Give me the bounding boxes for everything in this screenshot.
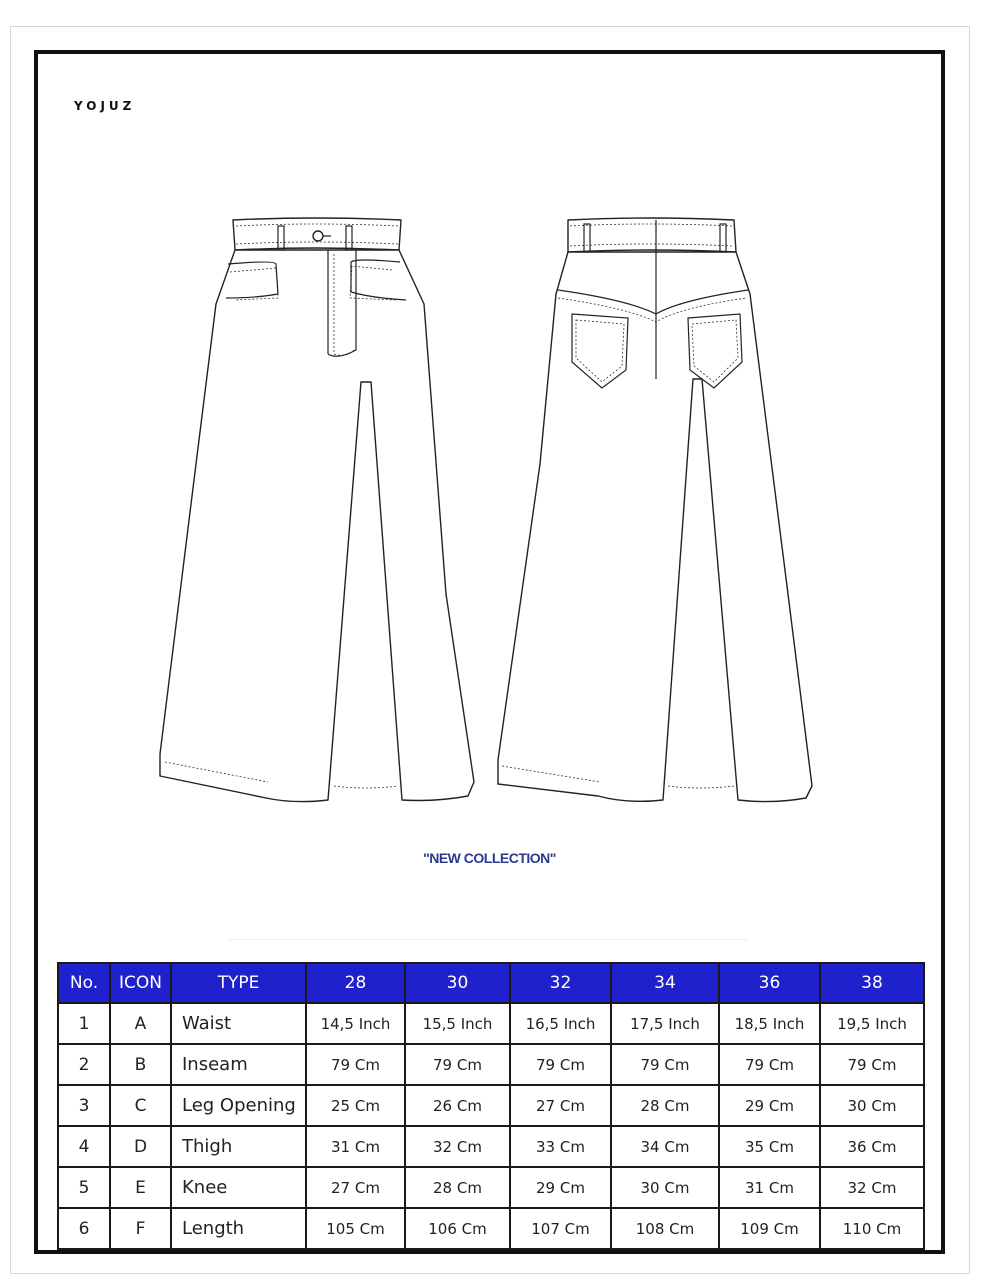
table-row [58,1126,924,1167]
size-value: 109 Cm [719,1208,820,1249]
brand-logo: YOJUZ [74,99,136,113]
table-row [58,1044,924,1085]
table-header-row [58,963,924,1003]
size-value: 33 Cm [510,1126,611,1167]
table-row [58,1003,924,1044]
size-value: 32 Cm [405,1126,510,1167]
size-value: 28 Cm [611,1085,719,1126]
header-cell: ICON [110,963,171,1003]
size-value: 30 Cm [820,1085,924,1126]
size-chart-sheet [34,50,945,1254]
table-row [58,1167,924,1208]
size-value: 28 Cm [405,1167,510,1208]
size-value: 19,5 Inch [820,1003,924,1044]
header-cell: 36 [719,963,820,1003]
size-value: 25 Cm [306,1085,405,1126]
collection-caption: "NEW COLLECTION" [423,850,556,866]
row-icon: F [110,1208,171,1249]
size-value: 30 Cm [611,1167,719,1208]
row-type: Length [171,1208,306,1249]
size-value: 36 Cm [820,1126,924,1167]
size-value: 106 Cm [405,1208,510,1249]
header-cell: 38 [820,963,924,1003]
size-value: 79 Cm [405,1044,510,1085]
row-number: 6 [58,1208,110,1249]
size-value: 15,5 Inch [405,1003,510,1044]
table-row [58,1208,924,1249]
header-cell: 30 [405,963,510,1003]
size-value: 79 Cm [820,1044,924,1085]
size-value: 27 Cm [510,1085,611,1126]
size-value: 79 Cm [611,1044,719,1085]
jeans-front-sketch [156,214,486,814]
header-cell: 32 [510,963,611,1003]
row-type: Inseam [171,1044,306,1085]
row-number: 1 [58,1003,110,1044]
size-value: 17,5 Inch [611,1003,719,1044]
row-number: 5 [58,1167,110,1208]
row-number: 2 [58,1044,110,1085]
size-value: 34 Cm [611,1126,719,1167]
table-row [58,1085,924,1126]
row-number: 4 [58,1126,110,1167]
size-value: 35 Cm [719,1126,820,1167]
size-value: 107 Cm [510,1208,611,1249]
size-value: 18,5 Inch [719,1003,820,1044]
size-value: 29 Cm [719,1085,820,1126]
row-type: Waist [171,1003,306,1044]
header-cell: TYPE [171,963,306,1003]
row-icon: D [110,1126,171,1167]
jeans-back-sketch [488,214,828,814]
size-value: 29 Cm [510,1167,611,1208]
header-cell: No. [58,963,110,1003]
row-type: Thigh [171,1126,306,1167]
header-cell: 34 [611,963,719,1003]
header-cell: 28 [306,963,405,1003]
row-icon: B [110,1044,171,1085]
size-value: 16,5 Inch [510,1003,611,1044]
size-value: 110 Cm [820,1208,924,1249]
size-value: 27 Cm [306,1167,405,1208]
row-icon: C [110,1085,171,1126]
size-table [57,962,925,1250]
row-number: 3 [58,1085,110,1126]
size-value: 79 Cm [719,1044,820,1085]
size-value: 14,5 Inch [306,1003,405,1044]
size-value: 105 Cm [306,1208,405,1249]
row-type: Knee [171,1167,306,1208]
size-value: 79 Cm [510,1044,611,1085]
size-value: 79 Cm [306,1044,405,1085]
divider [228,939,748,940]
size-value: 31 Cm [306,1126,405,1167]
size-value: 31 Cm [719,1167,820,1208]
row-icon: E [110,1167,171,1208]
row-icon: A [110,1003,171,1044]
row-type: Leg Opening [171,1085,306,1126]
size-value: 108 Cm [611,1208,719,1249]
size-value: 26 Cm [405,1085,510,1126]
size-value: 32 Cm [820,1167,924,1208]
